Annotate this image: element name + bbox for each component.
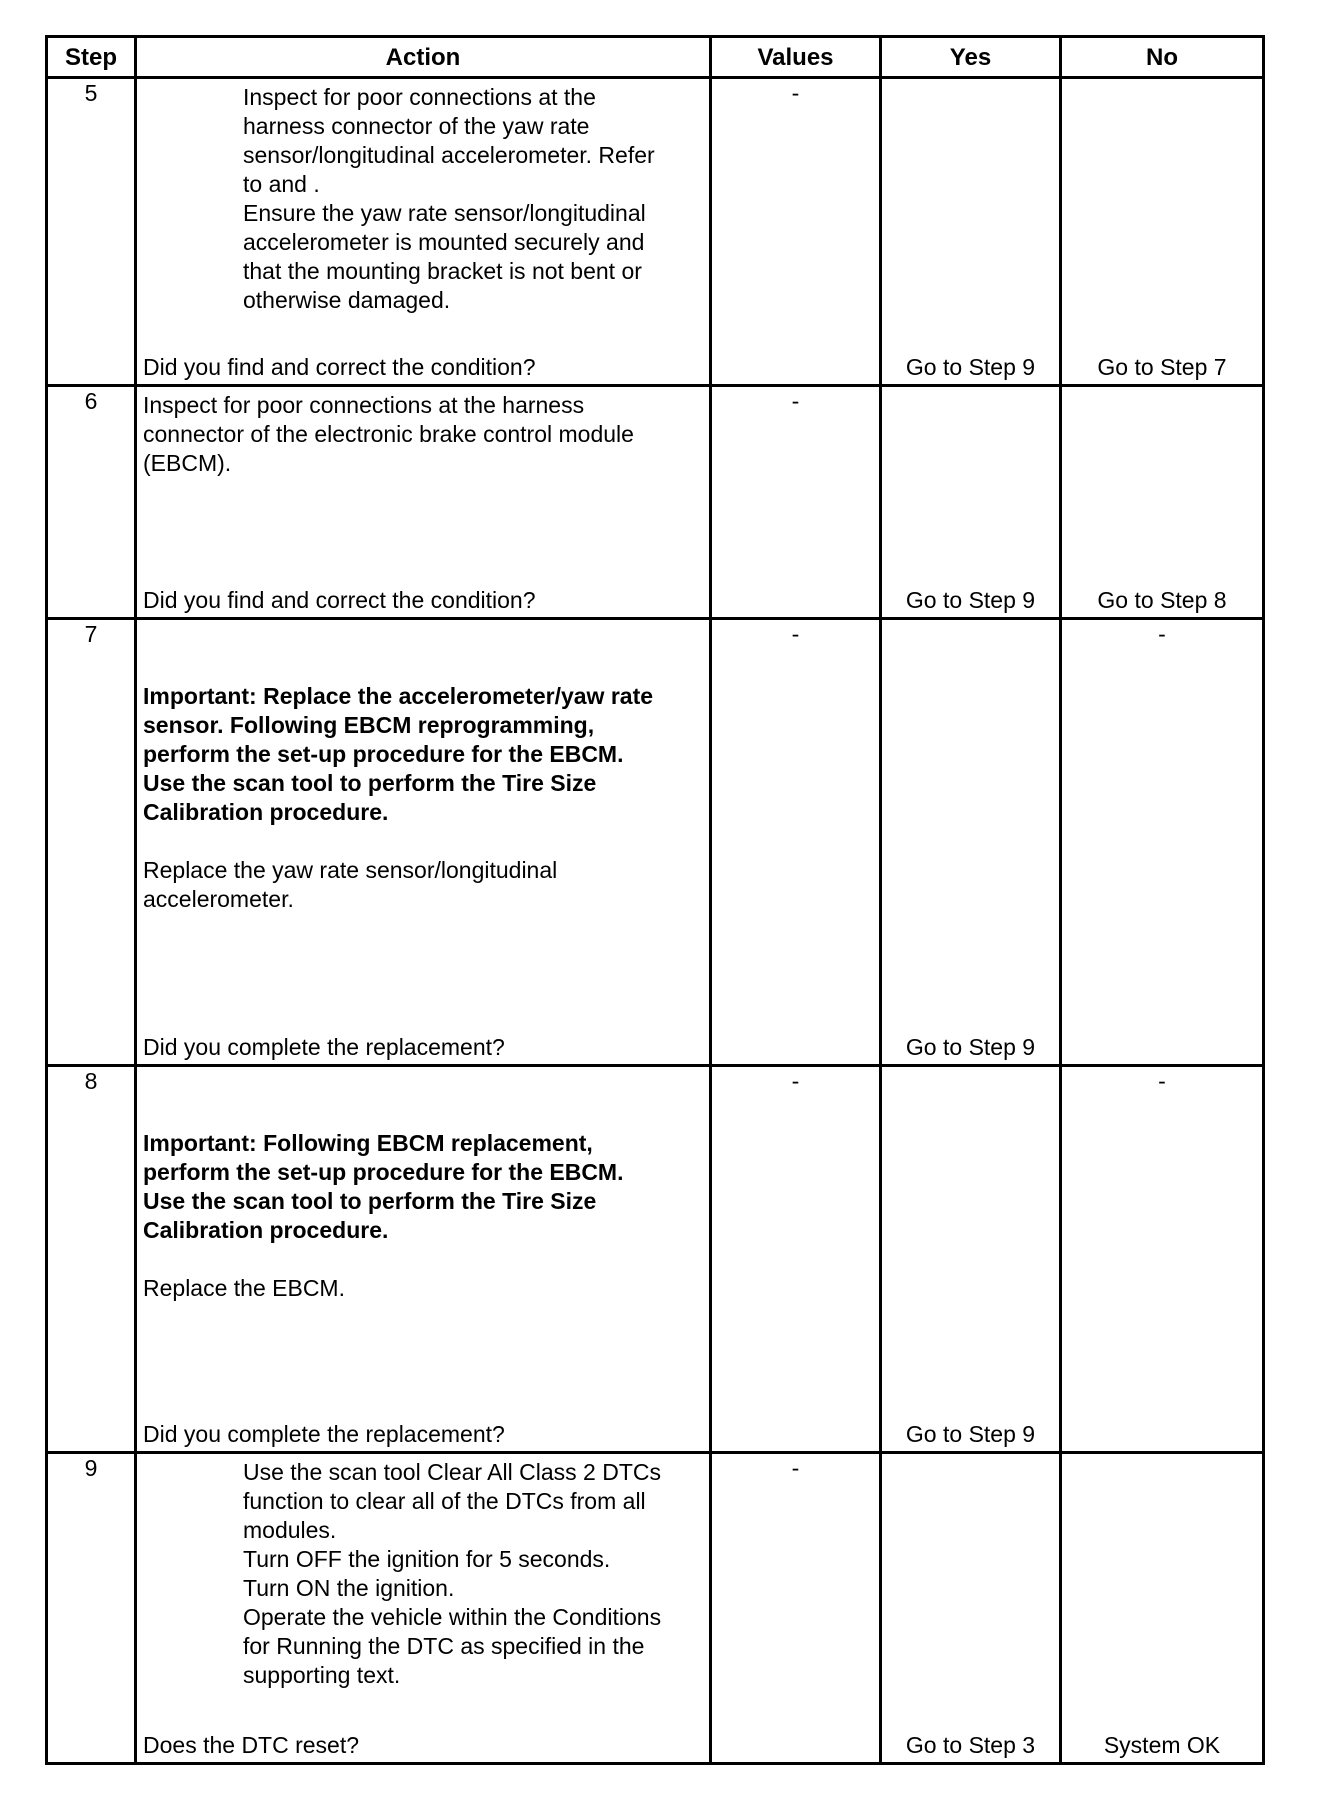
table-row-step-9 (47, 1453, 1264, 1764)
table-row-step-8 (47, 1066, 1264, 1453)
action-line: to and . (243, 171, 320, 197)
action-line: function to clear all of the DTCs from all (243, 1488, 646, 1514)
values-cell: - (711, 1066, 881, 1453)
no-cell: - (1061, 619, 1264, 1066)
header-no: No (1061, 37, 1264, 78)
yes-result: Go to Step 3 (905, 1732, 1036, 1758)
values-cell: - (711, 78, 881, 386)
action-line: Use the scan tool Clear All Class 2 DTCs (243, 1459, 661, 1485)
action-line: modules. (243, 1517, 337, 1543)
action-text (137, 1067, 709, 1303)
important-note-line: Calibration procedure. (143, 799, 389, 825)
no-cell (1061, 78, 1264, 386)
no-result: Go to Step 7 (1097, 354, 1227, 380)
important-note-line: Important: Following EBCM replacement, (143, 1130, 593, 1156)
action-line: connector of the electronic brake control module (143, 421, 634, 447)
action-line: Replace the yaw rate sensor/longitudinal (143, 857, 558, 883)
action-line: Inspect for poor connections at the harness (143, 392, 585, 418)
action-text (137, 1454, 709, 1690)
action-line: accelerometer is mounted securely and (243, 229, 645, 255)
yes-cell (881, 1066, 1061, 1453)
yes-cell (881, 78, 1061, 386)
no-result: System OK (1103, 1732, 1221, 1758)
action-line: Ensure the yaw rate sensor/longitudinal (243, 200, 646, 226)
action-question: Did you complete the replacement? (143, 1034, 505, 1060)
header-values: Values (711, 37, 881, 78)
no-cell (1061, 386, 1264, 619)
action-line: accelerometer. (143, 886, 294, 912)
yes-cell (881, 619, 1061, 1066)
diagnostic-table (45, 35, 1265, 1765)
yes-result: Go to Step 9 (905, 1034, 1036, 1060)
values-cell: - (711, 1453, 881, 1764)
yes-result: Go to Step 9 (905, 1421, 1036, 1447)
important-note-line: Use the scan tool to perform the Tire Size (143, 770, 597, 796)
header-yes: Yes (881, 37, 1061, 78)
header-action: Action (136, 37, 711, 78)
action-line: for Running the DTC as specified in the (243, 1633, 645, 1659)
table-row-step-7 (47, 619, 1264, 1066)
important-note-line: perform the set-up procedure for the EBCM. (143, 741, 624, 767)
important-note-line: Important: Replace the accelerometer/yaw rate (143, 683, 654, 709)
action-cell (136, 1066, 711, 1453)
action-text (137, 79, 709, 315)
action-line: (EBCM). (143, 450, 232, 476)
important-note-line: perform the set-up procedure for the EBCM. (143, 1159, 624, 1185)
important-note-line: Use the scan tool to perform the Tire Size (143, 1188, 597, 1214)
action-line: supporting text. (243, 1662, 401, 1688)
action-text (137, 387, 709, 478)
action-line: harness connector of the yaw rate (243, 113, 590, 139)
important-note-line: sensor. Following EBCM reprogramming, (143, 712, 595, 738)
step-number: 5 (47, 78, 136, 386)
no-cell: - (1061, 1066, 1264, 1453)
no-result: Go to Step 8 (1097, 587, 1227, 613)
action-question: Did you find and correct the condition? (143, 354, 536, 380)
step-number: 6 (47, 386, 136, 619)
header-row (47, 37, 1264, 78)
action-line: sensor/longitudinal accelerometer. Refer (243, 142, 655, 168)
action-line: otherwise damaged. (243, 287, 451, 313)
action-line: Operate the vehicle within the Conditions (243, 1604, 662, 1630)
action-line: Replace the EBCM. (143, 1275, 345, 1301)
step-number: 8 (47, 1066, 136, 1453)
action-line: Inspect for poor connections at the (243, 84, 596, 110)
yes-cell (881, 1453, 1061, 1764)
yes-result: Go to Step 9 (905, 587, 1036, 613)
action-line: Turn OFF the ignition for 5 seconds. (243, 1546, 611, 1572)
header-step: Step (47, 37, 136, 78)
yes-result: Go to Step 9 (905, 354, 1036, 380)
step-number: 7 (47, 619, 136, 1066)
action-text (137, 620, 709, 914)
step-number: 9 (47, 1453, 136, 1764)
action-question: Does the DTC reset? (143, 1732, 360, 1758)
action-question: Did you find and correct the condition? (143, 587, 536, 613)
action-line: Turn ON the ignition. (243, 1575, 455, 1601)
action-cell (136, 78, 711, 386)
table-row-step-6 (47, 386, 1264, 619)
no-cell (1061, 1453, 1264, 1764)
values-cell: - (711, 619, 881, 1066)
action-cell (136, 386, 711, 619)
action-question: Did you complete the replacement? (143, 1421, 505, 1447)
important-note-line: Calibration procedure. (143, 1217, 389, 1243)
action-line: that the mounting bracket is not bent or (243, 258, 642, 284)
values-cell: - (711, 386, 881, 619)
table-row-step-5 (47, 78, 1264, 386)
action-cell (136, 619, 711, 1066)
action-cell (136, 1453, 711, 1764)
yes-cell (881, 386, 1061, 619)
